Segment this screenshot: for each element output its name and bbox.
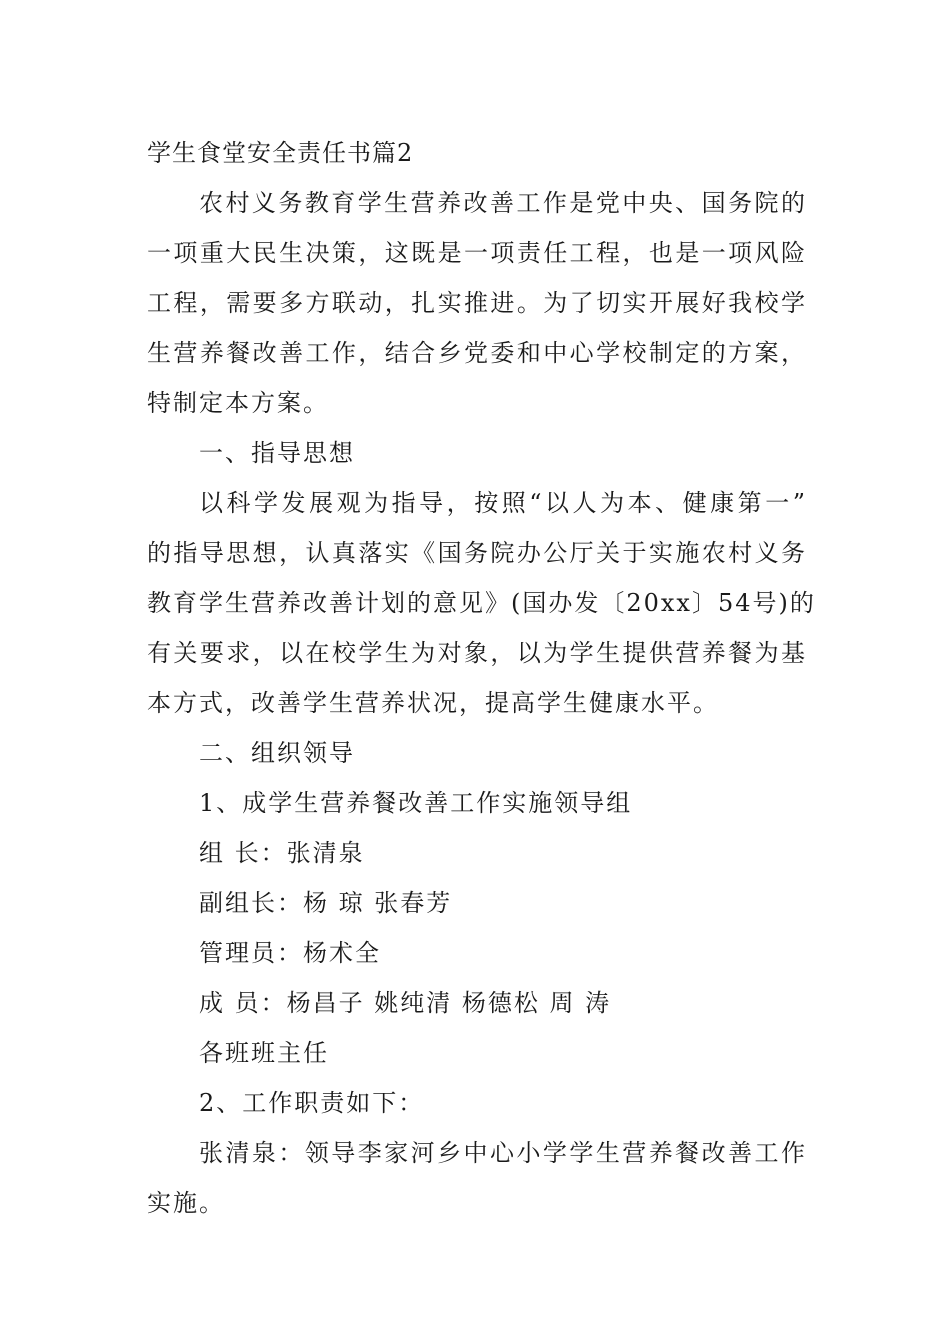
document-body — [147, 178, 816, 1228]
body-line: 管理员：杨术全 — [199, 939, 381, 967]
body-line: 2、工作职责如下： — [199, 1089, 425, 1117]
body-line: 一项重大民生决策，这既是一项责任工程，也是一项风险 — [147, 239, 807, 267]
body-line: 的指导思想，认真落实《国务院办公厅关于实施农村义务 — [147, 539, 807, 567]
body-line: 农村义务教育学生营养改善工作是党中央、国务院的 — [199, 189, 807, 217]
body-line: 二、组织领导 — [199, 739, 355, 767]
body-line: 组 长：张清泉 — [199, 839, 365, 867]
body-line: 特制定本方案。 — [147, 389, 329, 417]
body-line: 一、指导思想 — [199, 439, 355, 467]
body-line: 实施。 — [147, 1189, 225, 1217]
body-line: 有关要求，以在校学生为对象，以为学生提供营养餐为基 — [147, 639, 807, 667]
body-line: 以科学发展观为指导，按照“以人为本、健康第一” — [199, 489, 807, 517]
body-line: 张清泉：领导李家河乡中心小学学生营养餐改善工作 — [199, 1139, 807, 1167]
body-line: 生营养餐改善工作，结合乡党委和中心学校制定的方案， — [147, 339, 807, 367]
body-line: 各班班主任 — [199, 1039, 329, 1067]
body-line: 成 员：杨昌子 姚纯清 杨德松 周 涛 — [199, 989, 612, 1017]
body-line: 教育学生营养改善计划的意见》(国办发〔20xx〕54号)的 — [147, 589, 816, 617]
body-line: 工程，需要多方联动，扎实推进。为了切实开展好我校学 — [147, 289, 807, 317]
body-line: 副组长：杨 琼 张春芳 — [199, 889, 453, 917]
body-line: 1、成学生营养餐改善工作实施领导组 — [199, 789, 633, 817]
document-page — [147, 128, 816, 1228]
body-line: 本方式，改善学生营养状况，提高学生健康水平。 — [147, 689, 719, 717]
document-title: 学生食堂安全责任书篇2 — [147, 139, 414, 167]
